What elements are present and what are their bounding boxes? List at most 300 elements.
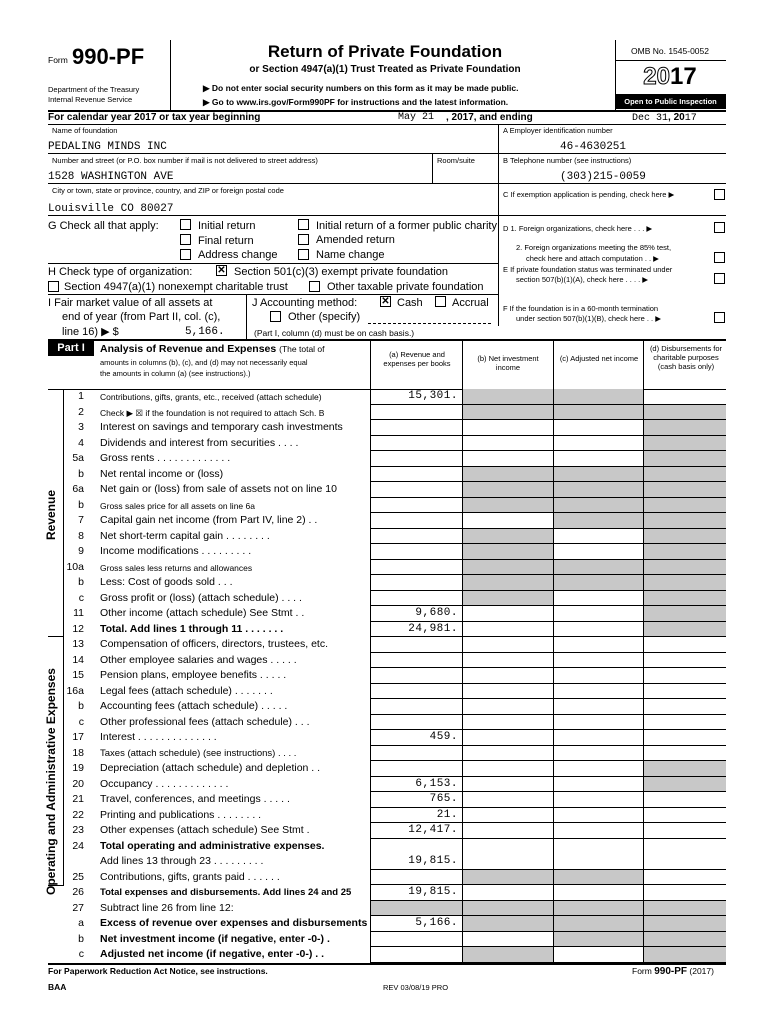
col-b-cell xyxy=(462,405,553,421)
f1-label: F If the foundation is in a 60-month termination xyxy=(503,304,659,313)
col-b-cell[interactable] xyxy=(462,699,553,715)
line-row xyxy=(48,668,726,684)
col-b-cell[interactable] xyxy=(462,668,553,684)
col-b-cell xyxy=(462,498,553,514)
line-number: b xyxy=(78,467,84,480)
col-d-cell[interactable] xyxy=(643,715,726,731)
col-a-cell[interactable] xyxy=(370,606,462,622)
col-b-cell xyxy=(462,529,553,545)
form-word: Form xyxy=(48,55,68,65)
col-b-cell[interactable] xyxy=(462,777,553,793)
footer-form-ref: Form 990-PF (2017) xyxy=(632,966,714,977)
c3-checkbox[interactable]: ✕ xyxy=(217,265,226,276)
line-number: b xyxy=(78,700,84,712)
col-a-cell[interactable] xyxy=(370,947,462,963)
line-number: c xyxy=(78,948,84,960)
line-label: Accounting fees (attach schedule) . . . . . xyxy=(100,700,288,712)
trust-label: Section 4947(a)(1) nonexempt charitable trust xyxy=(64,281,288,293)
col-d-cell xyxy=(643,622,726,638)
line-row xyxy=(48,653,726,669)
col-d-cell xyxy=(643,575,726,591)
phone-value[interactable]: (303)215-0059 xyxy=(560,171,646,183)
col-c-cell[interactable] xyxy=(553,885,643,901)
amended-return-label: Amended return xyxy=(316,234,395,246)
col-c-cell[interactable] xyxy=(553,746,643,762)
line-row xyxy=(48,699,726,715)
line-number: 17 xyxy=(72,731,84,743)
col-a-cell[interactable] xyxy=(370,808,462,824)
col-a-cell[interactable] xyxy=(370,436,462,452)
col-b-cell[interactable] xyxy=(462,451,553,467)
other-method-field[interactable] xyxy=(368,323,491,324)
col-a-cell[interactable] xyxy=(370,668,462,684)
col-a-value: 9,680. xyxy=(415,607,458,619)
col-c-cell[interactable] xyxy=(553,699,643,715)
line-label-cont: Add lines 13 through 23 . . . . . . . . . xyxy=(100,855,264,867)
col-c-cell[interactable] xyxy=(553,436,643,452)
f-checkbox[interactable] xyxy=(714,312,725,323)
form-number: 990-PF xyxy=(72,44,145,69)
line-number: c xyxy=(78,715,84,728)
line-label: Less: Cost of goods sold . . . xyxy=(100,576,233,588)
d1-checkbox[interactable] xyxy=(714,222,725,233)
col-d-cell[interactable] xyxy=(643,389,726,405)
line-number: 25 xyxy=(72,870,84,883)
line-label: Other employee salaries and wages . . . . . xyxy=(100,653,297,666)
irs-link-note: ▶ Go to www.irs.gov/Form990PF for instructions and the latest information. xyxy=(203,97,509,107)
col-b-cell xyxy=(462,560,553,576)
col-a-value: 5,166. xyxy=(415,917,458,929)
col-b-cell[interactable] xyxy=(462,792,553,808)
col-d-cell[interactable] xyxy=(643,746,726,762)
i-line3: line 16) ▶ $ xyxy=(62,326,119,338)
line-row xyxy=(48,451,726,467)
col-b-cell[interactable] xyxy=(462,637,553,653)
line-label: Pension plans, employee benefits . . . . . xyxy=(100,669,287,681)
col-a-cell[interactable] xyxy=(370,451,462,467)
line-number: 7 xyxy=(78,514,84,526)
col-c-cell[interactable] xyxy=(553,823,643,839)
e-checkbox[interactable] xyxy=(714,273,725,284)
line-label: Total expenses and disbursements. Add lines 24 and 25 xyxy=(100,887,352,898)
col-b-cell xyxy=(462,901,553,917)
col-a-cell[interactable] xyxy=(370,591,462,607)
col-d-cell xyxy=(643,529,726,545)
line-label: Other professional fees (attach schedule) . . . xyxy=(100,715,310,728)
line-number: a xyxy=(78,917,84,929)
line-number: 26 xyxy=(72,886,84,898)
line-label: Other expenses (attach schedule) See Stmt . xyxy=(100,824,310,836)
e2-label: section 507(b)(1)(A), check here . . . . ▶ xyxy=(516,275,649,284)
col-d-cell xyxy=(643,436,726,452)
line-label: Interest . . . . . . . . . . . . . . xyxy=(100,731,217,743)
col-c-cell[interactable] xyxy=(553,668,643,684)
col-d-cell[interactable] xyxy=(643,808,726,824)
line-number: 13 xyxy=(72,638,84,650)
ein-label: A Employer identification number xyxy=(503,126,613,135)
line-number: 23 xyxy=(72,824,84,836)
col-a-cell[interactable] xyxy=(370,777,462,793)
name-change-label: Name change xyxy=(316,249,385,261)
col-a-cell[interactable] xyxy=(370,389,462,405)
irs-label: Internal Revenue Service xyxy=(48,95,133,104)
g-label: G Check all that apply: xyxy=(48,220,159,232)
line-label: Contributions, gifts, grants paid . . . . . . xyxy=(100,870,280,883)
line-label: Other income (attach schedule) See Stmt . . xyxy=(100,607,305,619)
col-d-header: (d) Disbursements for charitable purposes (cash basis only) xyxy=(649,344,723,371)
line-label: Capital gain net income (from Part IV, line 2) . . xyxy=(100,514,318,526)
col-c-cell[interactable] xyxy=(553,730,643,746)
col-d-cell[interactable] xyxy=(643,637,726,653)
line-label: Gross sales price for all assets on line 6a xyxy=(100,500,255,511)
cash-label: Cash xyxy=(397,297,423,309)
line-row xyxy=(48,591,726,607)
line-number: 5a xyxy=(72,452,84,464)
line-number: b xyxy=(78,576,84,588)
line-row xyxy=(48,761,726,777)
form-subtitle: or Section 4947(a)(1) Trust Treated as Private Foundation xyxy=(249,64,521,75)
col-a-cell[interactable] xyxy=(370,420,462,436)
col-c-cell xyxy=(553,467,643,483)
city-label: City or town, state or province, country, and ZIP or foreign postal code xyxy=(52,186,284,195)
line-row xyxy=(48,637,726,653)
line-row xyxy=(48,467,726,483)
line-label: Net gain or (loss) from sale of assets not on line 10 xyxy=(100,483,337,495)
omb-number: OMB No. 1545-0052 xyxy=(631,46,709,56)
col-d-cell[interactable] xyxy=(643,885,726,901)
line-label: Printing and publications . . . . . . . . xyxy=(100,808,262,821)
c3-label: Section 501(c)(3) exempt private foundation xyxy=(234,266,449,278)
cash-basis-note: (Part I, column (d) must be on cash basis.) xyxy=(254,328,415,338)
col-b-cell[interactable] xyxy=(462,746,553,762)
col-d-cell xyxy=(643,947,726,963)
col-a-value: 19,815. xyxy=(408,854,458,867)
calendar-year-label: For calendar year 2017 or tax year beginning xyxy=(48,112,261,123)
col-d-cell[interactable] xyxy=(643,792,726,808)
col-c-cell[interactable] xyxy=(553,529,643,545)
line-number: 2 xyxy=(78,405,84,418)
line-label: Subtract line 26 from line 12: xyxy=(100,901,234,914)
col-d-cell[interactable] xyxy=(643,684,726,700)
col-c-cell[interactable] xyxy=(553,808,643,824)
col-a-cell[interactable] xyxy=(370,746,462,762)
initial-return-checkbox[interactable] xyxy=(180,219,191,230)
col-a-cell[interactable] xyxy=(370,575,462,591)
dept-treasury: Department of the Treasury xyxy=(48,85,140,94)
line-label: Gross sales less returns and allowances xyxy=(100,562,253,573)
col-a-value: 765. xyxy=(429,793,458,805)
col-c-cell xyxy=(553,901,643,917)
col-b-cell[interactable] xyxy=(462,436,553,452)
rev-label: REV 03/08/19 PRO xyxy=(383,983,449,992)
col-a-cell[interactable] xyxy=(370,498,462,514)
line-label: Depreciation (attach schedule) and depletion . . xyxy=(100,762,321,774)
col-a-cell[interactable] xyxy=(370,792,462,808)
d2-checkbox[interactable] xyxy=(714,252,725,263)
col-a-cell[interactable] xyxy=(370,916,462,932)
line-row xyxy=(48,575,726,591)
ssn-note: ▶ Do not enter social security numbers on this form as it may be made public. xyxy=(203,83,519,93)
other-method-checkbox[interactable] xyxy=(270,311,281,322)
street-label: Number and street (or P.O. box number if mail is not delivered to street address) xyxy=(52,156,318,165)
line-label: Total. Add lines 1 through 11 . . . . . . . xyxy=(100,622,284,635)
line-label: Net investment income (if negative, enter -0-) . xyxy=(100,932,330,945)
col-d-cell xyxy=(643,591,726,607)
col-a-cell[interactable] xyxy=(370,932,462,948)
col-a-cell[interactable] xyxy=(370,839,462,870)
initial-return-label: Initial return xyxy=(198,220,256,232)
col-c-cell[interactable] xyxy=(553,544,643,560)
col-c-cell[interactable] xyxy=(553,715,643,731)
line-row xyxy=(48,932,726,948)
col-a-cell[interactable] xyxy=(370,761,462,777)
col-c-cell[interactable] xyxy=(553,684,643,700)
line-number: 12 xyxy=(72,622,84,635)
col-a-cell[interactable] xyxy=(370,544,462,560)
line-label: Travel, conferences, and meetings . . . . . xyxy=(100,793,290,805)
col-b-cell[interactable] xyxy=(462,420,553,436)
col-c-cell[interactable] xyxy=(553,637,643,653)
col-a-cell[interactable] xyxy=(370,529,462,545)
col-d-cell[interactable] xyxy=(643,699,726,715)
initial-former-checkbox[interactable] xyxy=(298,219,309,230)
col-b-cell xyxy=(462,467,553,483)
col-b-cell[interactable] xyxy=(462,823,553,839)
line-number: 8 xyxy=(78,529,84,542)
col-b-cell xyxy=(462,544,553,560)
fmv-value[interactable]: 5,166. xyxy=(185,326,225,338)
col-b-cell[interactable] xyxy=(462,730,553,746)
col-a-cell[interactable] xyxy=(370,467,462,483)
col-c-cell xyxy=(553,932,643,948)
col-d-cell[interactable] xyxy=(643,668,726,684)
final-return-label: Final return xyxy=(198,235,254,247)
col-a-cell xyxy=(370,901,462,917)
line-row xyxy=(48,436,726,452)
col-a-value: 6,153. xyxy=(415,777,458,790)
col-c-cell[interactable] xyxy=(553,777,643,793)
line-number: 18 xyxy=(72,746,84,759)
phone-label: B Telephone number (see instructions) xyxy=(503,156,632,165)
col-d-cell[interactable] xyxy=(643,839,726,870)
col-c-cell xyxy=(553,916,643,932)
line-number: 19 xyxy=(72,762,84,774)
part1-desc2: the amounts in column (a) (see instructions).) xyxy=(100,369,251,378)
line-number: 10a xyxy=(66,560,84,573)
line-row xyxy=(48,808,726,824)
line-number: c xyxy=(78,591,84,604)
line-number: 6a xyxy=(72,483,84,495)
line-number: 16a xyxy=(66,684,84,697)
col-a-cell[interactable] xyxy=(370,560,462,576)
tax-year: 2017 xyxy=(643,63,697,90)
line-row xyxy=(48,715,726,731)
col-c-header: (c) Adjusted net income xyxy=(559,354,639,363)
line-number: 9 xyxy=(78,545,84,557)
line-row xyxy=(48,420,726,436)
col-c-cell[interactable] xyxy=(553,947,643,963)
col-c-cell[interactable] xyxy=(553,653,643,669)
cash-checkbox[interactable]: ✕ xyxy=(381,296,390,307)
col-b-cell[interactable] xyxy=(462,808,553,824)
expenses-side-label: Operating and Administrative Expenses xyxy=(44,668,58,895)
col-d-cell xyxy=(643,513,726,529)
accrual-checkbox[interactable] xyxy=(435,296,446,307)
col-b-cell[interactable] xyxy=(462,932,553,948)
tax-year-mid: , 2017, and ending xyxy=(446,112,533,123)
paperwork-notice: For Paperwork Reduction Act Notice, see instructions. xyxy=(48,966,268,976)
line-number: b xyxy=(78,498,84,511)
line-row xyxy=(48,792,726,808)
col-b-cell[interactable] xyxy=(462,653,553,669)
part1-title: Analysis of Revenue and Expenses (The total of xyxy=(100,343,325,355)
tax-year-end: Dec 31, 2017 xyxy=(632,112,697,124)
line-label: Adjusted net income (if negative, enter -0-) . . xyxy=(100,948,325,960)
address-change-checkbox[interactable] xyxy=(180,249,191,260)
line-row xyxy=(48,870,726,886)
name-change-checkbox[interactable] xyxy=(298,249,309,260)
tax-year-begin: May 21 xyxy=(398,112,435,123)
part1-desc1: amounts in columns (b), (c), and (d) may not necessarily equal xyxy=(100,358,308,367)
line-label: Total operating and administrative expenses. xyxy=(100,839,325,852)
col-b-cell[interactable] xyxy=(462,513,553,529)
exemption-checkbox[interactable] xyxy=(714,189,725,200)
final-return-checkbox[interactable] xyxy=(180,234,191,245)
col-a-cell[interactable] xyxy=(370,513,462,529)
col-c-cell[interactable] xyxy=(553,761,643,777)
line-number: 22 xyxy=(72,808,84,821)
col-d-cell[interactable] xyxy=(643,653,726,669)
col-a-cell[interactable] xyxy=(370,405,462,421)
line-number: 27 xyxy=(72,901,84,914)
line-label: Excess of revenue over expenses and disbursements xyxy=(100,917,368,929)
col-a-cell[interactable] xyxy=(370,482,462,498)
line-row xyxy=(48,498,726,514)
col-b-cell xyxy=(462,870,553,886)
col-c-cell[interactable] xyxy=(553,451,643,467)
line-row xyxy=(48,389,726,405)
col-c-cell[interactable] xyxy=(553,792,643,808)
col-a-cell[interactable] xyxy=(370,684,462,700)
col-b-cell[interactable] xyxy=(462,715,553,731)
col-a-value: 24,981. xyxy=(408,622,458,635)
line-row xyxy=(48,947,726,963)
line-row xyxy=(48,529,726,545)
line-row xyxy=(48,513,726,529)
col-d-cell[interactable] xyxy=(643,730,726,746)
col-c-cell xyxy=(553,513,643,529)
line-label: Gross profit or (loss) (attach schedule) . . . . xyxy=(100,591,302,604)
col-a-value: 19,815. xyxy=(408,886,458,898)
line-row xyxy=(48,823,726,839)
form-title: Return of Private Foundation xyxy=(267,42,503,61)
col-c-cell xyxy=(553,870,643,886)
other-method-label: Other (specify) xyxy=(288,311,361,323)
line-number: 20 xyxy=(72,777,84,790)
col-a-cell[interactable] xyxy=(370,622,462,638)
col-a-cell[interactable] xyxy=(370,715,462,731)
col-d-cell[interactable] xyxy=(643,870,726,886)
line-row xyxy=(48,901,726,917)
amended-return-checkbox[interactable] xyxy=(298,234,309,245)
line-row xyxy=(48,885,726,901)
i-line1: I Fair market value of all assets at xyxy=(48,297,213,309)
line-number: 15 xyxy=(72,669,84,681)
col-d-cell xyxy=(643,405,726,421)
col-c-cell[interactable] xyxy=(553,606,643,622)
col-d-cell xyxy=(643,560,726,576)
col-b-cell[interactable] xyxy=(462,684,553,700)
col-d-cell xyxy=(643,420,726,436)
col-b-cell[interactable] xyxy=(462,622,553,638)
col-c-cell[interactable] xyxy=(553,622,643,638)
line-row xyxy=(48,684,726,700)
exemption-label: C If exemption application is pending, check here ▶ xyxy=(503,190,675,199)
foundation-name[interactable]: PEDALING MINDS INC xyxy=(48,141,167,153)
col-a-cell[interactable] xyxy=(370,823,462,839)
col-d-cell xyxy=(643,482,726,498)
name-label: Name of foundation xyxy=(52,126,118,135)
line-label: Net rental income or (loss) xyxy=(100,467,224,480)
col-a-cell[interactable] xyxy=(370,885,462,901)
line-label: Occupancy . . . . . . . . . . . . . xyxy=(100,777,229,790)
col-d-cell xyxy=(643,916,726,932)
line-label: Dividends and interest from securities . . . . xyxy=(100,436,299,449)
line-row xyxy=(48,730,726,746)
col-b-header: (b) Net investment income xyxy=(477,354,539,372)
col-a-cell[interactable] xyxy=(370,653,462,669)
line-row xyxy=(48,405,726,421)
ein-value[interactable]: 46-4630251 xyxy=(560,141,627,153)
col-b-cell[interactable] xyxy=(462,761,553,777)
col-d-cell xyxy=(643,901,726,917)
col-d-cell xyxy=(643,777,726,793)
street-address[interactable]: 1528 WASHINGTON AVE xyxy=(48,171,174,183)
col-b-cell[interactable] xyxy=(462,885,553,901)
col-c-cell[interactable] xyxy=(553,591,643,607)
line-row xyxy=(48,622,726,638)
col-b-cell[interactable] xyxy=(462,839,553,870)
line-number: 1 xyxy=(78,390,84,402)
col-a-cell[interactable] xyxy=(370,637,462,653)
i-line2: end of year (from Part II, col. (c), xyxy=(62,311,221,323)
line-label: Compensation of officers, directors, trustees, etc. xyxy=(100,638,328,650)
col-a-cell[interactable] xyxy=(370,699,462,715)
city-value[interactable]: Louisville CO 80027 xyxy=(48,203,174,215)
other-taxable-label: Other taxable private foundation xyxy=(327,281,484,293)
line-row xyxy=(48,839,726,870)
col-b-cell[interactable] xyxy=(462,606,553,622)
part1-tag: Part I xyxy=(48,341,94,356)
line-row xyxy=(48,482,726,498)
line-row xyxy=(48,544,726,560)
col-a-value: 12,417. xyxy=(408,824,458,836)
line-row xyxy=(48,916,726,932)
col-b-cell xyxy=(462,575,553,591)
line-row xyxy=(48,746,726,762)
other-taxable-checkbox[interactable] xyxy=(309,281,320,292)
col-a-cell[interactable] xyxy=(370,730,462,746)
initial-former-label: Initial return of a former public charity xyxy=(316,220,497,232)
col-c-cell[interactable] xyxy=(553,839,643,870)
col-d-cell[interactable] xyxy=(643,823,726,839)
col-c-cell xyxy=(553,389,643,405)
col-c-cell[interactable] xyxy=(553,420,643,436)
col-a-cell[interactable] xyxy=(370,870,462,886)
trust-checkbox[interactable] xyxy=(48,281,59,292)
line-label: Legal fees (attach schedule) . . . . . . . xyxy=(100,684,273,697)
line-number: b xyxy=(78,932,84,945)
